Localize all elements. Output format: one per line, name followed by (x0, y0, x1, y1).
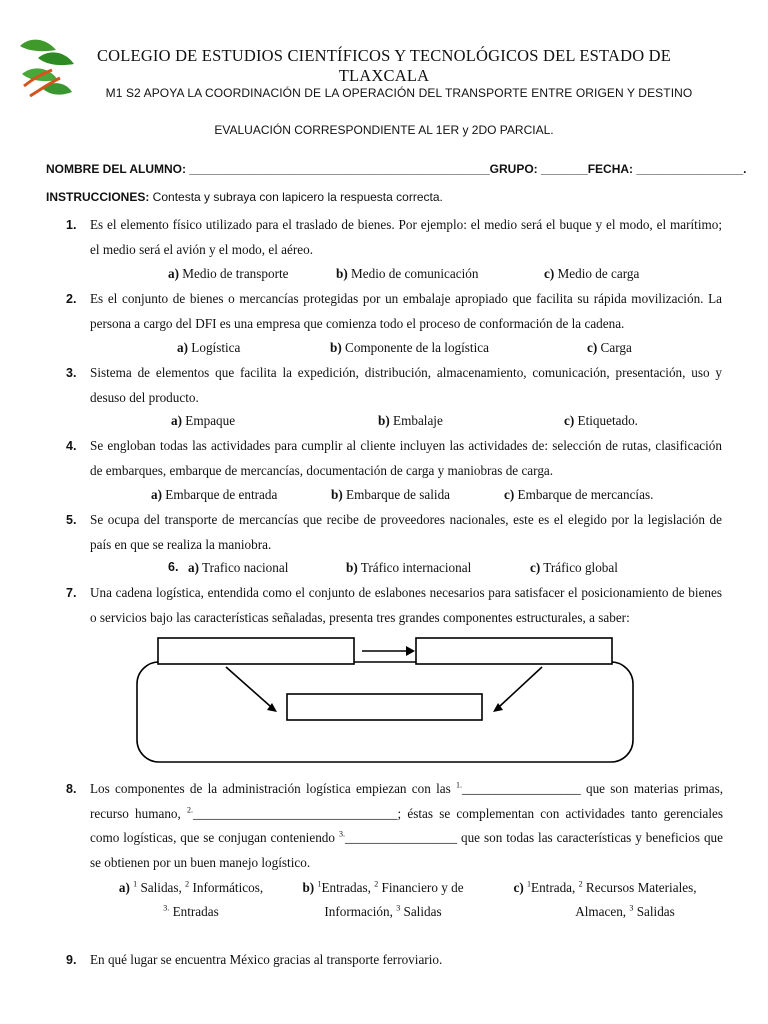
q8-option-a[interactable]: a) $^1$ Salidas, $^2$ Informáticos, $^{3.}$ Entradas (118, 879, 264, 919)
question-2 (56, 287, 722, 336)
logistics-chain-diagram (130, 634, 640, 766)
option-a[interactable]: a) Trafico nacional (188, 560, 289, 575)
option-a[interactable]: a) Empaque (171, 413, 236, 428)
option-b[interactable]: b) Embarque de salida (331, 487, 451, 502)
answer-box-3 (287, 694, 482, 720)
option-b[interactable]: b) Tráfico internacional (346, 560, 472, 575)
answer-box-1 (158, 638, 354, 664)
question-8: Los componentes de la administración logística empiezan con las $^{1.}$__________________ que son materias primas, recurso humano, $^{2.}$_______________________________; éstas se complementan con actividades tanto gerenciales como logísticas, que se conjugan conteniendo $^{3.}$_________________ que son todas las características y beneficios que se obtienen por un buen manejo logístico. (90, 780, 724, 870)
question-5 (56, 508, 722, 557)
question-text: Es el conjunto de bienes o mercancías protegidas por un embalaje apropiado que facilita su rápida movilización. La persona a cargo del DFI es una empresa que comienza todo el proceso de conformación de la cadena. (90, 291, 722, 331)
blank-2[interactable]: _______________________________ (193, 805, 398, 821)
arrow-down-right (500, 667, 542, 706)
question-4 (56, 434, 722, 483)
option-c[interactable]: c) Tráfico global (530, 560, 618, 575)
question-number: 7. (66, 586, 77, 600)
option-a[interactable]: a) Embarque de entrada (151, 487, 278, 502)
evaluation-y: y (462, 123, 469, 137)
student-fields: NOMBRE DEL ALUMNO: _____________________________________________GRUPO: _______FECHA: ________________. (46, 162, 747, 176)
question-text: Se engloban todas las actividades para cumplir al cliente incluyen las actividades de: selección de rutas, clasificación de embarques, embarque de mercancías, documentación de carga y maniobras de carga. (90, 438, 722, 478)
question-7 (56, 581, 722, 630)
option-c[interactable]: c) Carga (587, 340, 632, 355)
school-name: COLEGIO DE ESTUDIOS CIENTÍFICOS Y TECNOLÓGICOS DEL ESTADO DE TLAXCALA (96, 46, 672, 85)
q8-option-b[interactable]: b) $^1$Entradas, $^2$ Financiero y de Información, $^3$ Salidas (302, 879, 464, 919)
question-text: En qué lugar se encuentra México gracias al transporte ferroviario. (90, 952, 443, 967)
question-text: Es el elemento físico utilizado para el traslado de bienes. Por ejemplo: el medio será el buque y el modo, el marítimo; el medio será el avión y el modo, el aéreo. (90, 217, 722, 257)
question-text: Sistema de elementos que facilita la expedición, distribución, almacenamiento, comunicación, presentación, uso y desuso del producto. (90, 365, 722, 405)
option-c[interactable]: c) Medio de carga (544, 266, 640, 281)
question-number: 4. (66, 439, 77, 453)
module-title: M1 S2 APOYA LA COORDINACIÓN DE LA OPERACIÓN DEL TRANSPORTE ENTRE ORIGEN Y DESTINO (105, 86, 693, 100)
instructions-label: INSTRUCCIONES: (46, 190, 150, 204)
arrow-down-left (226, 667, 270, 706)
question-3 (56, 361, 722, 410)
option-c[interactable]: c) Etiquetado. (564, 413, 638, 428)
evaluation-pre: EVALUACIÓN CORRESPONDIENTE AL 1ER (214, 123, 463, 137)
question-number: 3. (66, 366, 77, 380)
question-text: Se ocupa del transporte de mercancías que recibe de proveedores nacionales, este es el elegido por la legislación de país en que se realiza la maniobra. (90, 512, 722, 552)
question-1 (56, 213, 722, 262)
option-b[interactable]: b) Embalaje (378, 413, 443, 428)
evaluation-title (0, 123, 768, 137)
option-number: 6. (168, 560, 179, 574)
option-a[interactable]: a) Medio de transporte (168, 266, 289, 281)
instructions-text: Contesta y subraya con lapicero la respuesta correcta. (149, 190, 443, 204)
question-number: 8. (66, 782, 77, 796)
option-c[interactable]: c) Embarque de mercancías. (504, 487, 654, 502)
option-b[interactable]: b) Componente de la logística (330, 340, 489, 355)
question-number: 1. (66, 218, 77, 232)
answer-box-2 (416, 638, 612, 664)
evaluation-post: 2DO PARCIAL. (468, 123, 554, 137)
question-number: 2. (66, 292, 77, 306)
option-b[interactable]: b) Medio de comunicación (336, 266, 479, 281)
question-text: Una cadena logística, entendida como el conjunto de eslabones necesarios para satisfacer el posicionamiento de bienes o servicios bajo las características señaladas, presenta tres grandes componentes estructurales, a saber: (90, 585, 722, 625)
q8-option-c[interactable]: c) $^1$Entrada, $^2$ Recursos Materiales, Almacen, $^3$ Salidas (513, 879, 697, 919)
option-a[interactable]: a) Logística (177, 340, 241, 355)
question-9 (56, 948, 722, 973)
instructions (46, 190, 443, 204)
blank-1[interactable]: __________________ (462, 781, 581, 796)
question-number: 5. (66, 513, 77, 527)
blank-3[interactable]: _________________ (344, 830, 458, 845)
question-number: 9. (66, 953, 77, 967)
